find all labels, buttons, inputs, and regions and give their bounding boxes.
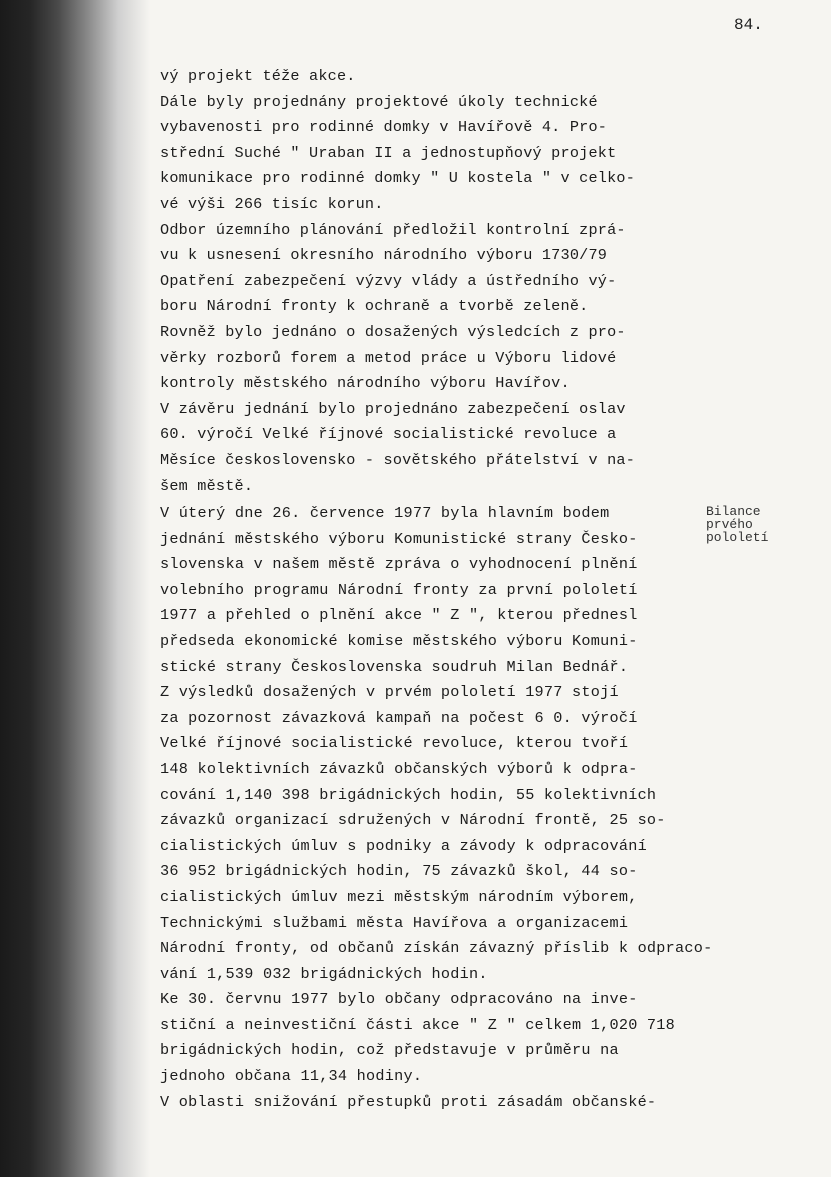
text-line: Národní fronty, od občanů získán závazný příslib k odpraco- <box>160 939 713 958</box>
page-number: 84. <box>734 16 763 34</box>
text-line: 148 kolektivních závazků občanských výborů k odpra- <box>160 759 638 778</box>
text-line: věrky rozborů forem a metod práce u Výboru lidové <box>160 348 617 367</box>
text-line: 36 952 brigádnických hodin, 75 závazků škol, 44 so- <box>160 862 638 881</box>
text-line: Technickými službami města Havířova a organizacemi <box>160 913 629 932</box>
margin-note-line: Bilance <box>706 504 761 519</box>
text-line: Rovněž bylo jednáno o dosažených výsledcích z pro- <box>160 322 626 341</box>
text-line: šem městě. <box>160 476 254 495</box>
text-line: cování 1,140 398 brigádnických hodin, 55 kolektivních <box>160 785 657 804</box>
text-line: Měsíce československo - sovětského přátelství v na- <box>160 450 636 469</box>
text-line: Dále byly projednány projektové úkoly technické <box>160 92 598 111</box>
text-line: Z výsledků dosažených v prvém pololetí 1977 stojí <box>160 683 619 702</box>
scan-shadow <box>0 0 150 1177</box>
text-block-top <box>160 64 700 499</box>
text-line: slovenska v našem městě zpráva o vyhodnocení plnění <box>160 555 638 574</box>
text-line: komunikace pro rodinné domky " U kostela " v celko- <box>160 169 636 188</box>
text-line: Velké říjnové socialistické revoluce, kterou tvoří <box>160 734 629 753</box>
text-line: stiční a neinvestiční části akce " Z " celkem 1,020 718 <box>160 1015 676 1034</box>
text-line: závazků organizací sdružených v Národní frontě, 25 so- <box>160 811 666 830</box>
text-line: předseda ekonomické komise městského výboru Komuni- <box>160 631 638 650</box>
text-line: stické strany Československa soudruh Milan Bednář. <box>160 657 629 676</box>
text-line: vý projekt téže akce. <box>160 67 356 85</box>
text-line: cialistických úmluv mezi městským národním výborem, <box>160 887 638 906</box>
margin-note <box>706 505 826 544</box>
text-line: vání 1,539 032 brigádnických hodin. <box>160 964 488 983</box>
text-line: V oblasti snižování přestupků proti zásadám občanské- <box>160 1092 657 1111</box>
text-line: 60. výročí Velké říjnové socialistické revoluce a <box>160 425 617 444</box>
margin-note-line: prvého <box>706 517 753 532</box>
text-line: brigádnických hodin, což představuje v průměru na <box>160 1041 619 1060</box>
text-line: střední Suché " Uraban II a jednostupňový projekt <box>160 143 617 162</box>
margin-note-line: pololetí <box>706 530 769 545</box>
text-line: V úterý dne 26. července 1977 byla hlavním bodem <box>160 504 610 522</box>
text-line: vu k usnesení okresního národního výboru 1730/79 <box>160 246 608 265</box>
text-line: jednoho občana 11,34 hodiny. <box>160 1067 423 1086</box>
text-line: Odbor územního plánování předložil kontrolní zprá- <box>160 220 626 239</box>
text-line: volebního programu Národní fronty za první pololetí <box>160 580 638 599</box>
text-line: Ke 30. červnu 1977 bylo občany odpracováno na inve- <box>160 990 638 1009</box>
text-block-bottom <box>160 501 713 1115</box>
text-line: kontroly městského národního výboru Havířov. <box>160 374 570 393</box>
text-line: vybavenosti pro rodinné domky v Havířově 4. Pro- <box>160 118 608 137</box>
text-line: jednání městského výboru Komunistické strany Česko- <box>160 529 638 548</box>
text-line: za pozornost závazková kampaň na počest 6 0. výročí <box>160 708 638 727</box>
text-line: V závěru jednání bylo projednáno zabezpečení oslav <box>160 399 626 418</box>
text-line: 1977 a přehled o plnění akce " Z ", kterou přednesl <box>160 606 638 625</box>
text-line: cialistických úmluv s podniky a závody k odpracování <box>160 836 647 855</box>
text-line: vé výši 266 tisíc korun. <box>160 194 384 213</box>
text-line: boru Národní fronty k ochraně a tvorbě zeleně. <box>160 297 589 316</box>
text-line: Opatření zabezpečení výzvy vlády a ústředního vý- <box>160 271 617 290</box>
